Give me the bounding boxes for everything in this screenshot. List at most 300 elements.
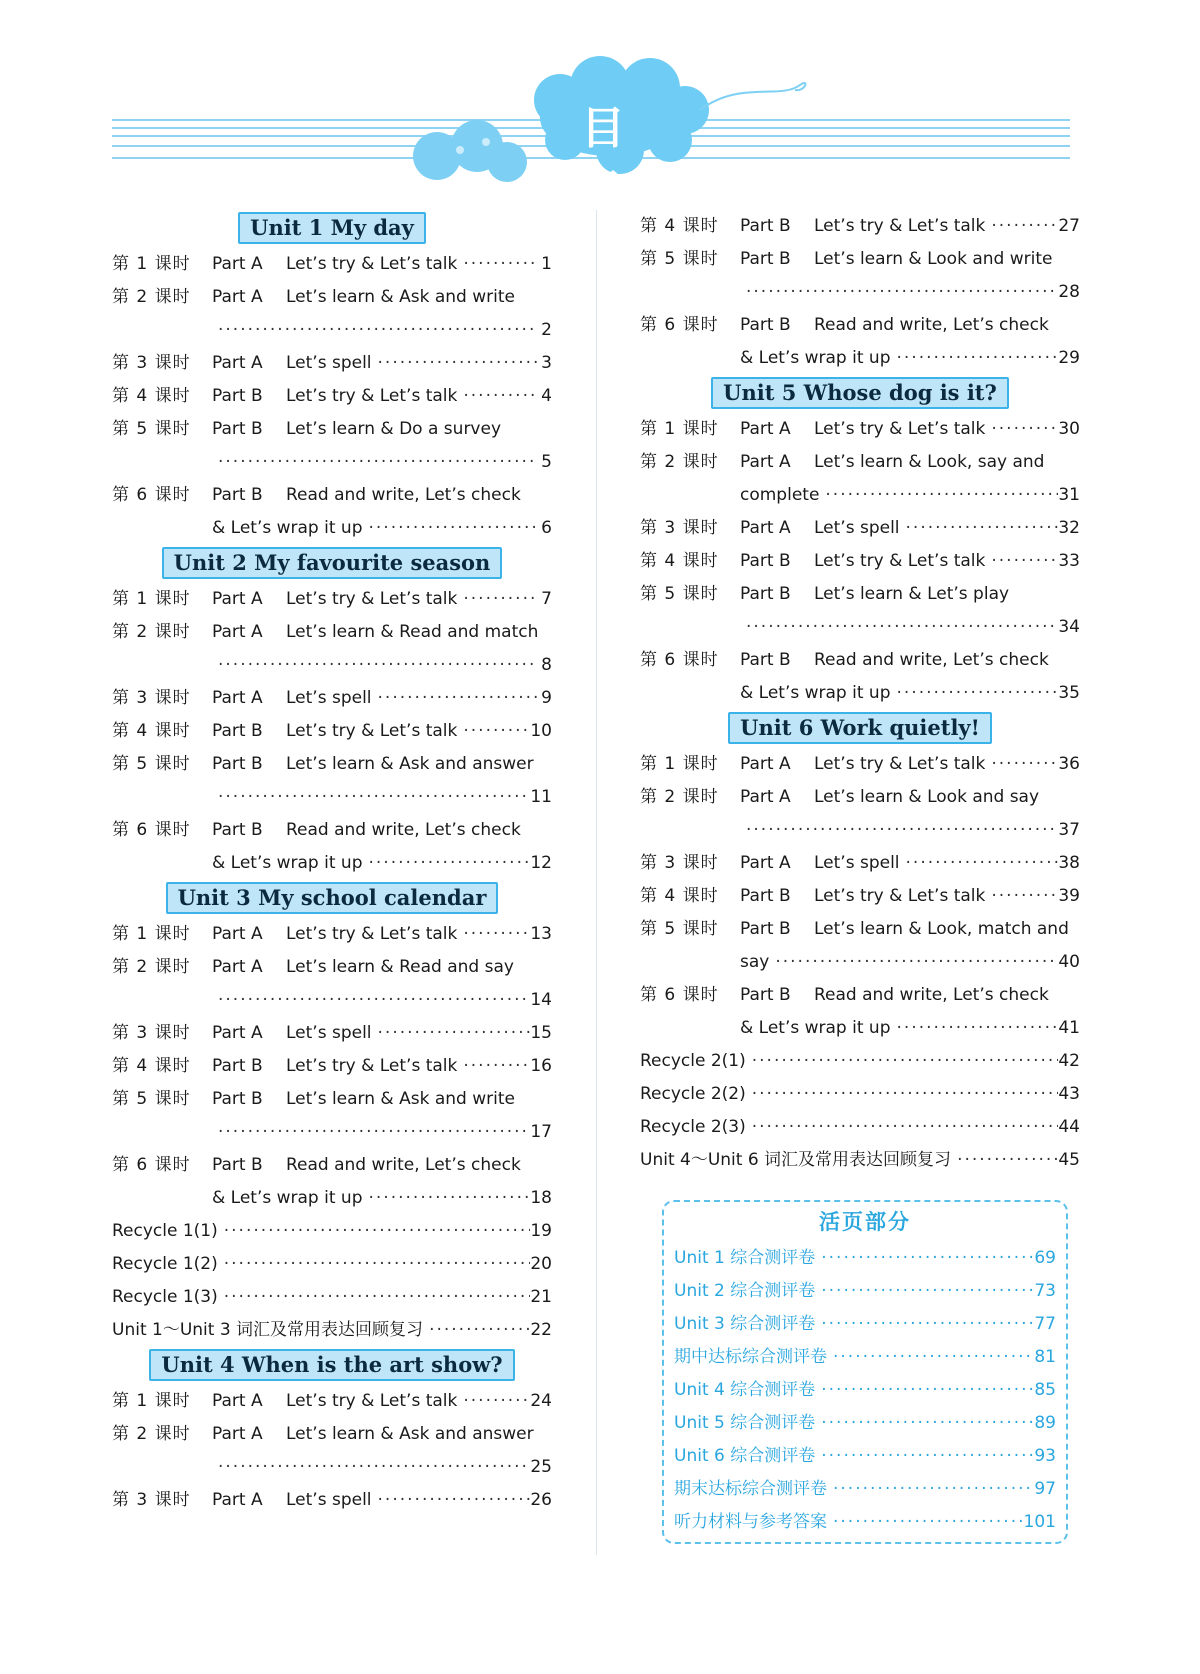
dot-leader (827, 1341, 1034, 1374)
lesson-number: 第 1 课时 (112, 254, 191, 274)
loose-leaf-entry[interactable] (664, 1440, 1066, 1473)
lesson-number: 第 2 课时 (640, 787, 719, 807)
toc-entry[interactable] (640, 611, 1080, 644)
topic-title: Recycle 1(2) (112, 1254, 218, 1274)
toc-entry[interactable] (112, 1050, 552, 1083)
page-number: 69 (1034, 1248, 1056, 1268)
dot-leader (457, 918, 530, 951)
part-label: Part B (740, 650, 791, 670)
loose-leaf-entry[interactable] (664, 1308, 1066, 1341)
lesson-number: 第 2 课时 (112, 1424, 191, 1444)
page-number: 41 (1058, 1018, 1080, 1038)
topic-title: Read and write, Let’s check (814, 650, 1049, 670)
toc-entry[interactable] (640, 1111, 1080, 1144)
topic-title: Recycle 2(1) (640, 1051, 746, 1071)
dot-leader (740, 611, 1058, 644)
toc-entry[interactable] (640, 913, 1080, 946)
topic-title: Read and write, Let’s check (814, 315, 1049, 335)
part-label: Part B (740, 249, 791, 269)
unit-heading (112, 880, 552, 916)
page-number: 9 (541, 688, 552, 708)
topic-title: Let’s spell (286, 1490, 372, 1510)
unit-title: Unit 1 My day (238, 212, 426, 244)
toc-entry[interactable] (112, 479, 552, 512)
part-label: Part A (212, 688, 263, 708)
toc-entry[interactable] (112, 1182, 552, 1215)
toc-entry[interactable] (112, 781, 552, 814)
topic-title: Let’s learn & Let’s play (814, 584, 1010, 604)
dot-leader (363, 512, 539, 545)
part-label: Part A (740, 787, 791, 807)
lesson-number: 第 1 课时 (640, 419, 719, 439)
page-number: 36 (1058, 754, 1080, 774)
loose-leaf-entry[interactable] (664, 1242, 1066, 1275)
page-number: 77 (1034, 1314, 1056, 1334)
dot-leader (457, 583, 538, 616)
page-number: 81 (1034, 1347, 1056, 1367)
toc-entry[interactable] (112, 347, 552, 380)
dot-leader (985, 748, 1058, 781)
topic-title: Let’s learn & Look and write (814, 249, 1053, 269)
part-label: Part B (740, 886, 791, 906)
lesson-number: 第 6 课时 (640, 650, 719, 670)
topic-title: Let’s spell (286, 688, 372, 708)
topic-title: Recycle 2(3) (640, 1117, 746, 1137)
toc-entry[interactable] (112, 314, 552, 347)
toc-entry[interactable] (112, 616, 552, 649)
page-number: 93 (1034, 1446, 1056, 1466)
toc-entry[interactable] (112, 380, 552, 413)
toc-entry[interactable] (112, 814, 552, 847)
toc-entry[interactable] (640, 309, 1080, 342)
dot-leader (457, 380, 538, 413)
part-label: Part B (212, 820, 263, 840)
lesson-number: 第 2 课时 (112, 957, 191, 977)
lesson-number: 第 5 课时 (112, 754, 191, 774)
page-number: 97 (1034, 1479, 1056, 1499)
lesson-number: 第 3 课时 (640, 853, 719, 873)
unit-title: Unit 3 My school calendar (166, 882, 499, 914)
dot-leader (985, 880, 1058, 913)
part-label: Part B (212, 419, 263, 439)
lesson-number: 第 2 课时 (112, 622, 191, 642)
dot-leader (951, 1144, 1058, 1177)
dot-leader (218, 1281, 531, 1314)
loose-leaf-list (664, 1242, 1066, 1539)
dot-leader (372, 347, 538, 380)
lesson-number: 第 1 课时 (112, 924, 191, 944)
part-label: Part B (740, 216, 791, 236)
topic-title: Read and write, Let’s check (814, 985, 1049, 1005)
toc-entry[interactable] (640, 210, 1080, 243)
topic-title: & Let’s wrap it up (740, 348, 891, 368)
lesson-number: 第 4 课时 (640, 551, 719, 571)
page-number: 18 (530, 1188, 552, 1208)
loose-leaf-entry[interactable] (664, 1407, 1066, 1440)
page-number: 5 (541, 452, 552, 472)
topic-title: Let’s learn & Read and match (286, 622, 539, 642)
part-label: Part B (740, 551, 791, 571)
page-number: 26 (530, 1490, 552, 1510)
dot-leader (212, 1116, 530, 1149)
topic-title: Let’s try & Let’s talk (286, 254, 458, 274)
toc-left-column (112, 210, 552, 1517)
topic-title: Let’s try & Let’s talk (286, 1056, 458, 1076)
topic-title: Read and write, Let’s check (286, 485, 521, 505)
page-number: 31 (1058, 485, 1080, 505)
loose-leaf-entry[interactable] (664, 1275, 1066, 1308)
dot-leader (815, 1374, 1034, 1407)
part-label: Part A (740, 452, 791, 472)
column-divider (596, 210, 597, 1555)
topic-title: say (740, 952, 770, 972)
page-number: 101 (1023, 1512, 1056, 1532)
dot-leader (891, 677, 1059, 710)
toc-entry[interactable] (640, 1045, 1080, 1078)
topic-title: Let’s try & Let’s talk (286, 589, 458, 609)
topic-title: Let’s learn & Ask and answer (286, 754, 534, 774)
loose-leaf-title: 活页部分 (819, 1209, 911, 1234)
part-label: Part A (212, 957, 263, 977)
topic-title: 听力材料与参考答案 (674, 1512, 827, 1532)
topic-title: Unit 2 综合测评卷 (674, 1281, 816, 1301)
dot-leader (985, 413, 1058, 446)
toc-entry[interactable] (640, 847, 1080, 880)
toc-entry[interactable] (112, 984, 552, 1017)
toc-entry[interactable] (112, 918, 552, 951)
topic-title: Recycle 2(2) (640, 1084, 746, 1104)
part-label: Part A (212, 622, 263, 642)
dot-leader (769, 946, 1058, 979)
topic-title: & Let’s wrap it up (740, 683, 891, 703)
toc-entry[interactable] (640, 413, 1080, 446)
page-number: 42 (1058, 1051, 1080, 1071)
lesson-number: 第 1 课时 (112, 1391, 191, 1411)
part-label: Part A (212, 924, 263, 944)
page-number: 37 (1058, 820, 1080, 840)
page-number: 16 (530, 1056, 552, 1076)
topic-title: Read and write, Let’s check (286, 1155, 521, 1175)
toc-entry[interactable] (640, 276, 1080, 309)
loose-leaf-entry[interactable] (664, 1506, 1066, 1539)
toc-entry[interactable] (112, 682, 552, 715)
lesson-number: 第 6 课时 (112, 820, 191, 840)
toc-entry[interactable] (112, 649, 552, 682)
lesson-number: 第 2 课时 (112, 287, 191, 307)
dot-leader (740, 276, 1058, 309)
dot-leader (212, 446, 538, 479)
part-label: Part A (740, 754, 791, 774)
dot-leader (985, 210, 1058, 243)
part-label: Part A (212, 254, 263, 274)
toc-entry[interactable] (640, 814, 1080, 847)
part-label: Part A (212, 589, 263, 609)
unit-title: Unit 4 When is the art show? (149, 1349, 514, 1381)
topic-title: 期中达标综合测评卷 (674, 1347, 827, 1367)
toc-entry[interactable] (640, 1012, 1080, 1045)
topic-title: & Let’s wrap it up (212, 518, 363, 538)
topic-title: & Let’s wrap it up (212, 1188, 363, 1208)
toc-entry[interactable] (112, 951, 552, 984)
toc-entry[interactable] (640, 545, 1080, 578)
topic-title: Let’s try & Let’s talk (286, 386, 458, 406)
dot-leader (212, 984, 530, 1017)
toc-entry[interactable] (112, 1314, 552, 1347)
dot-leader (891, 1012, 1059, 1045)
page-number: 85 (1034, 1380, 1056, 1400)
page-number: 34 (1058, 617, 1080, 637)
lesson-number: 第 2 课时 (640, 452, 719, 472)
part-label: Part B (740, 985, 791, 1005)
lesson-number: 第 6 课时 (112, 485, 191, 505)
toc-entry[interactable] (112, 1451, 552, 1484)
topic-title: Let’s learn & Ask and answer (286, 1424, 534, 1444)
toc-entry[interactable] (112, 413, 552, 446)
part-label: Part A (212, 1391, 263, 1411)
lesson-number: 第 3 课时 (112, 1023, 191, 1043)
part-label: Part A (212, 1023, 263, 1043)
toc-entry[interactable] (640, 644, 1080, 677)
toc-entry[interactable] (112, 1484, 552, 1517)
dot-leader (900, 512, 1059, 545)
topic-title: Let’s learn & Ask and write (286, 1089, 515, 1109)
dot-leader (218, 1215, 531, 1248)
topic-title: Let’s try & Let’s talk (286, 721, 458, 741)
loose-leaf-entry[interactable] (664, 1341, 1066, 1374)
toc-entry[interactable] (112, 281, 552, 314)
toc-entry[interactable] (112, 1281, 552, 1314)
topic-title: Unit 3 综合测评卷 (674, 1314, 816, 1334)
toc-entry[interactable] (640, 748, 1080, 781)
topic-title: Let’s spell (814, 853, 900, 873)
toc-entry[interactable] (640, 342, 1080, 375)
toc-entry[interactable] (640, 677, 1080, 710)
loose-leaf-entry[interactable] (664, 1374, 1066, 1407)
lesson-number: 第 4 课时 (112, 386, 191, 406)
topic-title: Let’s try & Let’s talk (814, 551, 986, 571)
page-number: 24 (530, 1391, 552, 1411)
toc-entry[interactable] (112, 1116, 552, 1149)
toc-entry[interactable] (640, 512, 1080, 545)
dot-leader (372, 682, 538, 715)
topic-title: Let’s try & Let’s talk (286, 924, 458, 944)
dot-leader (815, 1440, 1034, 1473)
toc-entry[interactable] (640, 1144, 1080, 1177)
dot-leader (212, 1451, 530, 1484)
page-number: 27 (1058, 216, 1080, 236)
lesson-number: 第 1 课时 (640, 754, 719, 774)
lesson-number: 第 4 课时 (640, 216, 719, 236)
lesson-number: 第 6 课时 (640, 315, 719, 335)
page-number: 3 (541, 353, 552, 373)
toc-entry[interactable] (640, 979, 1080, 1012)
dot-leader (363, 847, 531, 880)
dot-leader (212, 649, 538, 682)
dot-leader (746, 1045, 1059, 1078)
lesson-number: 第 6 课时 (640, 985, 719, 1005)
part-label: Part B (740, 919, 791, 939)
part-label: Part B (740, 584, 791, 604)
dot-leader (740, 814, 1058, 847)
topic-title: Let’s try & Let’s talk (286, 1391, 458, 1411)
lesson-number: 第 4 课时 (112, 721, 191, 741)
lesson-number: 第 5 课时 (640, 919, 719, 939)
lesson-number: 第 3 课时 (112, 688, 191, 708)
unit-heading (640, 710, 1080, 746)
part-label: Part B (212, 754, 263, 774)
topic-title: Unit 5 综合测评卷 (674, 1413, 816, 1433)
dot-leader (815, 1407, 1034, 1440)
topic-title: complete (740, 485, 820, 505)
toc-entry[interactable] (640, 446, 1080, 479)
topic-title: Recycle 1(3) (112, 1287, 218, 1307)
page-number: 17 (530, 1122, 552, 1142)
dot-leader (819, 479, 1058, 512)
toc-entry[interactable] (640, 479, 1080, 512)
part-label: Part B (212, 1155, 263, 1175)
toc-entry[interactable] (112, 748, 552, 781)
page-number: 8 (541, 655, 552, 675)
topic-title: & Let’s wrap it up (212, 853, 363, 873)
toc-entry[interactable] (112, 1418, 552, 1451)
page-number: 13 (530, 924, 552, 944)
lesson-number: 第 4 课时 (112, 1056, 191, 1076)
dot-leader (815, 1275, 1034, 1308)
lesson-number: 第 5 课时 (112, 1089, 191, 1109)
lesson-number: 第 3 课时 (640, 518, 719, 538)
lesson-number: 第 6 课时 (112, 1155, 191, 1175)
topic-title: Unit 4～Unit 6 词汇及常用表达回顾复习 (640, 1150, 952, 1170)
page-number: 22 (530, 1320, 552, 1340)
topic-title: Let’s spell (286, 353, 372, 373)
topic-title: Unit 1～Unit 3 词汇及常用表达回顾复习 (112, 1320, 424, 1340)
toc-entry[interactable] (640, 243, 1080, 276)
topic-title: 期末达标综合测评卷 (674, 1479, 827, 1499)
toc-entry[interactable] (640, 946, 1080, 979)
page-title: 目 录 (581, 103, 639, 218)
topic-title: Let’s learn & Read and say (286, 957, 514, 977)
part-label: Part A (212, 287, 263, 307)
part-label: Part B (212, 1056, 263, 1076)
toc-entry[interactable] (112, 847, 552, 880)
dot-leader (815, 1308, 1034, 1341)
unit-title: Unit 6 Work quietly! (728, 712, 992, 744)
page-number: 73 (1034, 1281, 1056, 1301)
unit-heading (112, 210, 552, 246)
page-header (0, 0, 1200, 218)
topic-title: Read and write, Let’s check (286, 820, 521, 840)
page-number: 21 (530, 1287, 552, 1307)
page-number: 14 (530, 990, 552, 1010)
page-number: 28 (1058, 282, 1080, 302)
part-label: Part A (740, 419, 791, 439)
toc-entry[interactable] (112, 1385, 552, 1418)
dot-leader (900, 847, 1059, 880)
dot-leader (827, 1506, 1024, 1539)
toc-entry[interactable] (640, 880, 1080, 913)
part-label: Part B (212, 485, 263, 505)
part-label: Part A (212, 1490, 263, 1510)
toc-entry[interactable] (112, 248, 552, 281)
toc-entry[interactable] (640, 578, 1080, 611)
part-label: Part B (212, 721, 263, 741)
page-number: 38 (1058, 853, 1080, 873)
dot-leader (457, 1050, 530, 1083)
dot-leader (212, 314, 538, 347)
toc-entry[interactable] (112, 1215, 552, 1248)
toc-entry[interactable] (112, 1083, 552, 1116)
unit-title: Unit 2 My favourite season (162, 547, 503, 579)
topic-title: Let’s learn & Look, match and (814, 919, 1069, 939)
toc-entry[interactable] (112, 1017, 552, 1050)
topic-title: Let’s learn & Look, say and (814, 452, 1045, 472)
page-number: 35 (1058, 683, 1080, 703)
page-number: 7 (541, 589, 552, 609)
toc-entry[interactable] (112, 512, 552, 545)
unit-heading (112, 545, 552, 581)
lesson-number: 第 5 课时 (112, 419, 191, 439)
toc-entry[interactable] (640, 781, 1080, 814)
page-number: 25 (530, 1457, 552, 1477)
part-label: Part A (740, 518, 791, 538)
toc-entry[interactable] (112, 583, 552, 616)
toc-right-column (640, 210, 1080, 1177)
part-label: Part B (212, 386, 263, 406)
lesson-number: 第 5 课时 (640, 249, 719, 269)
page-number: 19 (530, 1221, 552, 1241)
loose-leaf-entry[interactable] (664, 1473, 1066, 1506)
page-number: 12 (530, 853, 552, 873)
topic-title: Let’s try & Let’s talk (814, 216, 986, 236)
page-number: 4 (541, 386, 552, 406)
toc-entry[interactable] (112, 446, 552, 479)
part-label: Part A (212, 1424, 263, 1444)
dot-leader (457, 1385, 530, 1418)
page-number: 11 (530, 787, 552, 807)
topic-title: Let’s spell (286, 1023, 372, 1043)
unit-heading (112, 1347, 552, 1383)
page-number: 45 (1058, 1150, 1080, 1170)
toc-entry[interactable] (112, 715, 552, 748)
dot-leader (212, 781, 530, 814)
page-number: 29 (1058, 348, 1080, 368)
topic-title: Let’s learn & Ask and write (286, 287, 515, 307)
lesson-number: 第 3 课时 (112, 1490, 191, 1510)
topic-title: Let’s learn & Do a survey (286, 419, 502, 439)
dot-leader (827, 1473, 1034, 1506)
lesson-number: 第 1 课时 (112, 589, 191, 609)
page-number: 2 (541, 320, 552, 340)
toc-entry[interactable] (640, 1078, 1080, 1111)
part-label: Part B (740, 315, 791, 335)
dot-leader (218, 1248, 531, 1281)
topic-title: Let’s try & Let’s talk (814, 754, 986, 774)
toc-entry[interactable] (112, 1149, 552, 1182)
dot-leader (985, 545, 1058, 578)
dot-leader (815, 1242, 1034, 1275)
page-number: 32 (1058, 518, 1080, 538)
dot-leader (423, 1314, 530, 1347)
page-number: 20 (530, 1254, 552, 1274)
part-label: Part A (740, 853, 791, 873)
page-number: 15 (530, 1023, 552, 1043)
page-number: 1 (541, 254, 552, 274)
toc-entry[interactable] (112, 1248, 552, 1281)
page-number: 40 (1058, 952, 1080, 972)
topic-title: Let’s learn & Look and say (814, 787, 1040, 807)
dot-leader (372, 1017, 531, 1050)
page-number: 89 (1034, 1413, 1056, 1433)
